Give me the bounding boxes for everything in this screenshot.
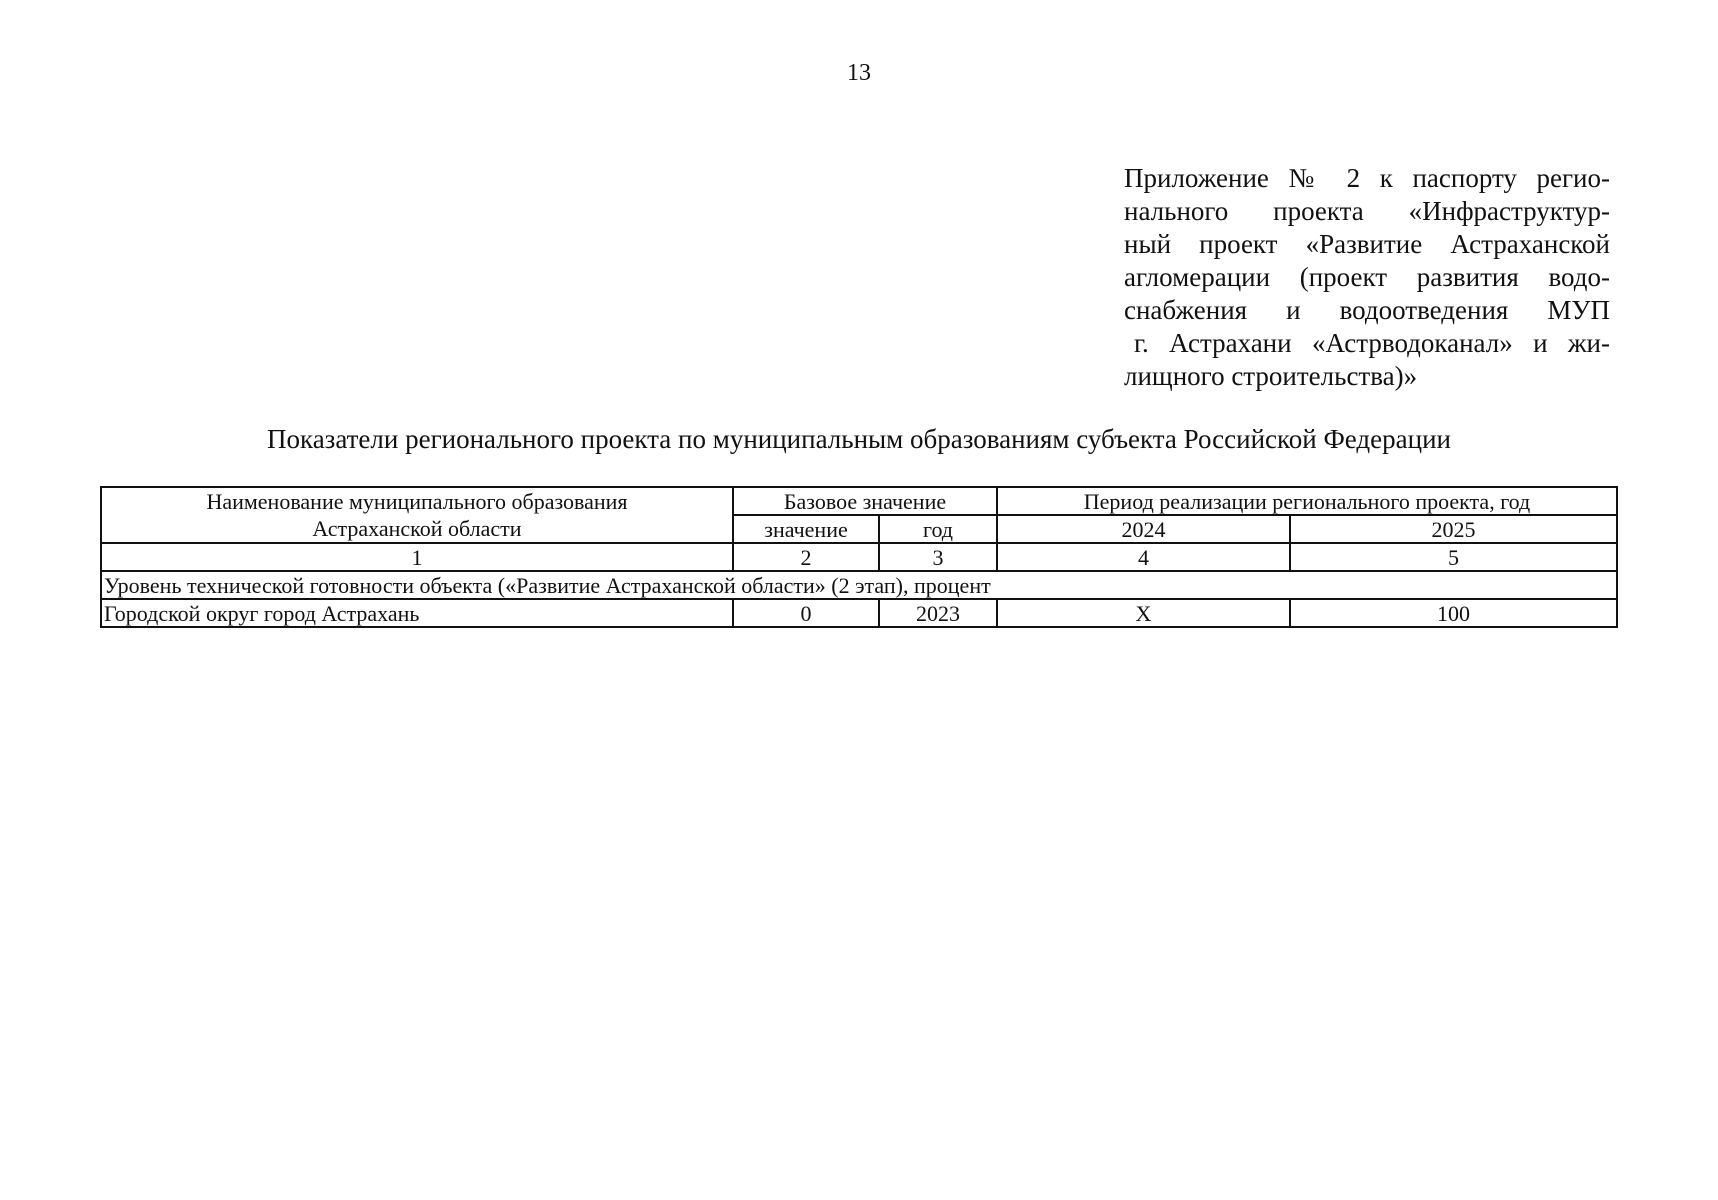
appendix-line: нального проекта «Инфраструктур-: [1124, 196, 1610, 226]
column-number: 4: [997, 543, 1290, 571]
header-municipality-name-line1: Наименование муниципального образования: [206, 489, 628, 514]
appendix-line: лищного строительства)»: [1124, 361, 1418, 391]
header-year-2024: 2024: [997, 515, 1290, 543]
header-base-year: год: [879, 515, 997, 543]
appendix-line: ный проект «Развитие Астраханской: [1124, 229, 1610, 259]
row-municipality-name: Городской округ город Астрахань: [101, 599, 733, 627]
section-row: [101, 571, 1617, 599]
page-number: 13: [847, 60, 871, 86]
header-municipality-name: [101, 487, 733, 543]
column-number: 2: [733, 543, 879, 571]
appendix-line: г. Астрахани «Астрводоканал» и жи-: [1134, 328, 1610, 358]
document-title: Показатели регионального проекта по муниципальным образованиям субъекта Российской Федерации: [266, 424, 1451, 454]
header-municipality-name-line2: Астраханской области: [312, 516, 522, 541]
header-base-value-group: Базовое значение: [733, 487, 997, 515]
row-value-2024: X: [997, 599, 1290, 627]
table-header-row: [101, 487, 1617, 515]
column-numbers-row: [101, 543, 1617, 571]
row-base-year: 2023: [879, 599, 997, 627]
column-number: 3: [879, 543, 997, 571]
header-period-group: Период реализации регионального проекта, год: [997, 487, 1617, 515]
row-base-value: 0: [733, 599, 879, 627]
indicators-table: [100, 486, 1618, 628]
row-value-2025: 100: [1290, 599, 1617, 627]
appendix-note: [1124, 162, 1610, 393]
header-base-value: значение: [733, 515, 879, 543]
column-number: 5: [1290, 543, 1617, 571]
table-row: [101, 599, 1617, 627]
appendix-line: агломерации (проект развития водо-: [1124, 262, 1610, 292]
header-year-2025: 2025: [1290, 515, 1617, 543]
section-title: Уровень технической готовности объекта («Развитие Астраханской области» (2 этап), процент: [101, 571, 1617, 599]
appendix-line: снабжения и водоотведения МУП: [1124, 295, 1610, 325]
column-number: 1: [101, 543, 733, 571]
appendix-line: Приложение № 2 к паспорту регио-: [1124, 163, 1610, 193]
